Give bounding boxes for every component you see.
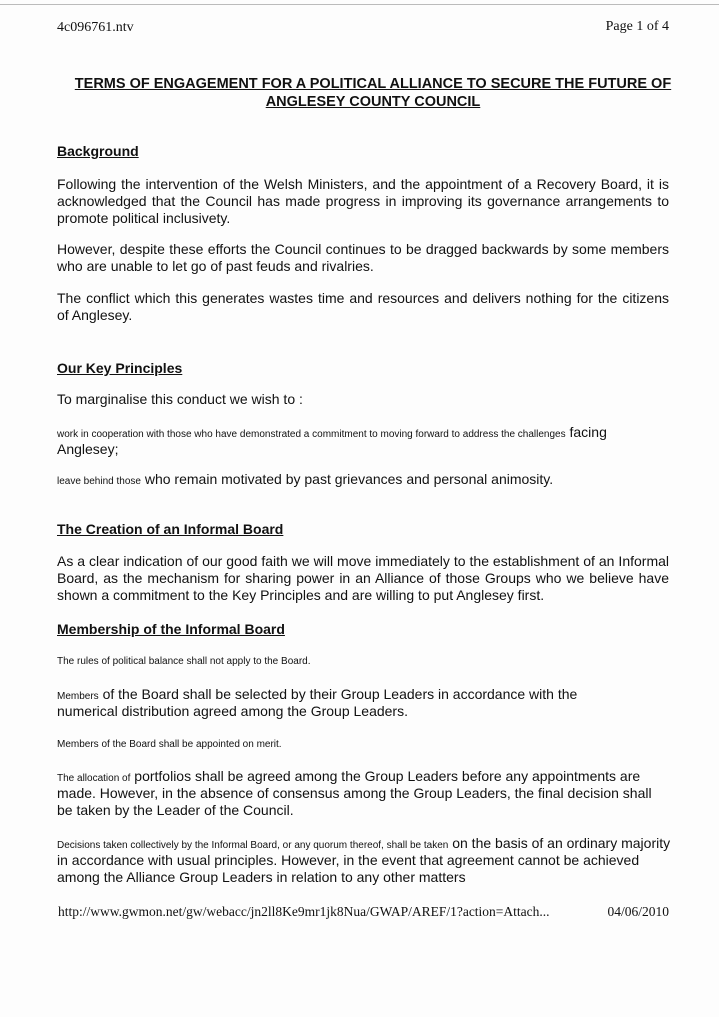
section-heading-background: Background [57,143,139,159]
principle-item-1 [57,424,637,458]
membership-rule-political-balance: The rules of political balance shall not apply to the Board. [57,656,311,667]
principles-intro: To marginalise this conduct we wish to : [57,391,303,407]
principle-item-2 [57,471,669,488]
membership-rule-selection [57,686,627,720]
footer-date: 04/06/2010 [607,904,669,919]
background-paragraph-1: Following the intervention of the Welsh Ministers, and the appointment of a Recovery Board, it is acknowledged that the Council has made progress in improving its governance arrangements to promote political inclusivety. [57,176,669,226]
principle-item-2-small-text: leave behind those [57,476,141,487]
section-heading-informal-board: The Creation of an Informal Board [57,521,284,537]
membership-portfolios-small-text: The allocation of [57,773,131,784]
membership-selection-small-text: Members [57,691,99,702]
background-paragraph-3: The conflict which this generates wastes time and resources and delivers nothing for the citizens of Anglesey. [57,290,669,323]
background-paragraph-2: However, despite these efforts the Council continues to be dragged backwards by some members who are unable to let go of past feuds and rivalries. [57,241,669,274]
principle-item-2-large-text: who remain motivated by past grievances and personal animosity. [144,471,554,487]
membership-portfolios-large-text: portfolios shall be agreed among the Group Leaders before any appointments are made. However, in the absence of consensus among the Group Leaders, the final decision shall be taken by the Leader of the Council. [57,768,652,818]
membership-decisions-large-text: on the basis of an ordinary majority in accordance with usual principles. However, in the event that agreement cannot be achieved among the Alliance Group Leaders in relation to any other matters [57,835,671,885]
membership-selection-large-text: of the Board shall be selected by their Group Leaders in accordance with the numerical distribution agreed among the Group Leaders. [57,686,578,719]
membership-rule-merit: Members of the Board shall be appointed on merit. [57,739,282,750]
principle-item-1-large-text: facing Anglesey; [57,424,607,457]
title-line-1: TERMS OF ENGAGEMENT FOR A POLITICAL ALLIANCE TO SECURE THE FUTURE OF [74,76,672,92]
membership-rule-decisions [57,835,672,886]
file-name: 4c096761.ntv [57,20,134,35]
section-heading-key-principles: Our Key Principles [57,360,183,376]
scan-top-line [0,4,719,5]
principle-item-1-small-text: work in cooperation with those who have demonstrated a commitment to moving forward to address the challenges [57,429,566,440]
footer-url: http://www.gwmon.net/gw/webacc/jn2ll8Ke9mr1jk8Nua/GWAP/AREF/1?action=Attach... [58,904,550,919]
title-line-2: ANGLESEY COUNTY COUNCIL [265,94,481,110]
creation-paragraph: As a clear indication of our good faith we will move immediately to the establishment of an Informal Board, as the mechanism for sharing power in an Alliance of those Groups who we believe have shown a commitment to the Key Principles and are willing to put Anglesey first. [57,553,669,603]
document-title [40,75,706,111]
section-heading-membership: Membership of the Informal Board [57,621,285,637]
membership-rule-portfolios [57,768,657,819]
page-number: Page 1 of 4 [605,19,669,34]
membership-decisions-small-text: Decisions taken collectively by the Informal Board, or any quorum thereof, shall be taken [57,840,449,851]
